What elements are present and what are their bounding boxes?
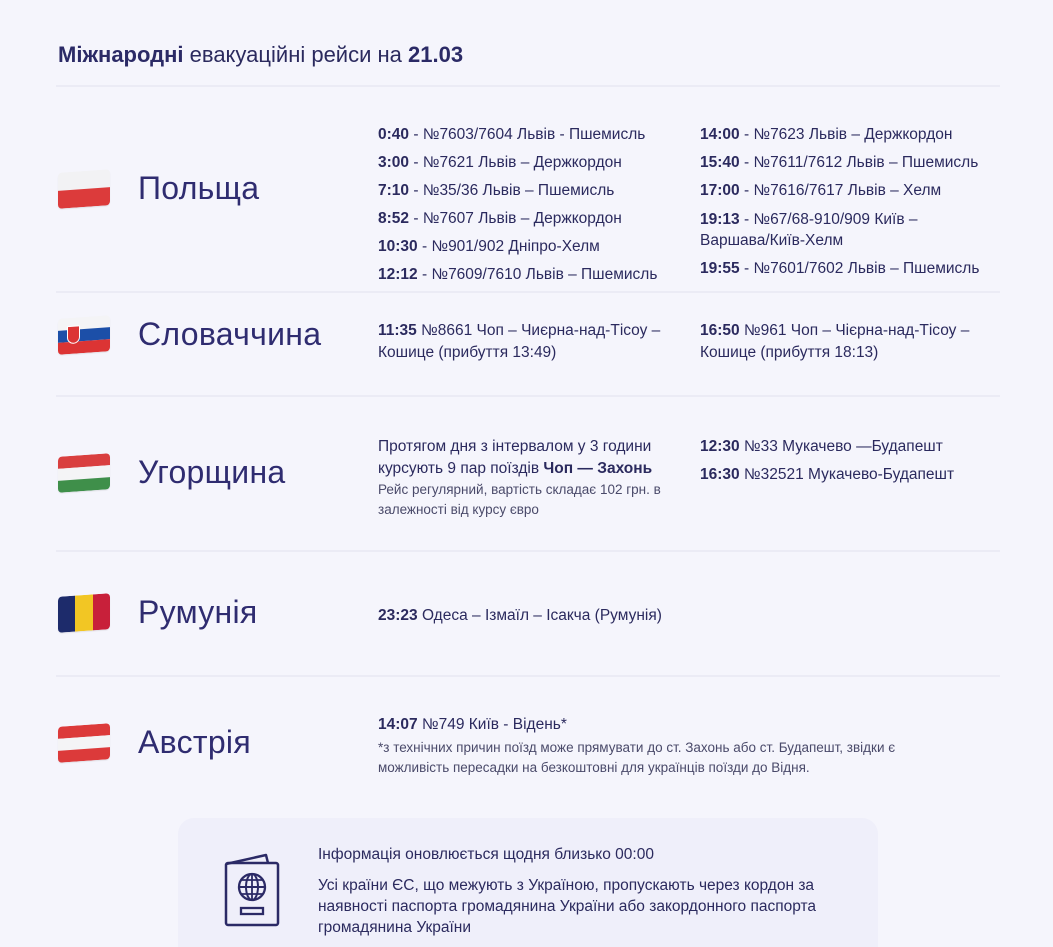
country-label bbox=[58, 316, 321, 353]
romania-flag-icon bbox=[58, 593, 110, 633]
country-row-slovakia bbox=[0, 292, 1053, 396]
country-label bbox=[58, 170, 259, 207]
info-box bbox=[178, 818, 878, 947]
country-name: Словаччина bbox=[138, 316, 322, 352]
trip-item: 7:10 - №35/36 Львів – Пшемисль bbox=[378, 182, 615, 199]
trip-item: 16:30 №32521 Мукачево-Будапешт bbox=[700, 466, 955, 483]
trip-item: 23:23 Одеса – Ізмаїл – Ісакча (Румунія) bbox=[378, 607, 662, 624]
route-note: Рейс регулярний, вартість складає 102 грн. в залежності від курсу євро bbox=[378, 482, 661, 517]
country-name: Польща bbox=[138, 170, 260, 206]
country-row-romania bbox=[0, 551, 1053, 676]
trip-item: 15:40 - №7611/7612 Львів – Пшемисль bbox=[700, 154, 979, 171]
schedule-left bbox=[378, 121, 678, 289]
passport-icon bbox=[222, 852, 282, 928]
trip-item: 3:00 - №7621 Львів – Держкордон bbox=[378, 154, 622, 171]
country-label bbox=[58, 594, 258, 631]
trip-item: 19:13 - №67/68-910/909 Київ – Варшава/Київ-Хелм bbox=[700, 211, 918, 249]
country-name: Румунія bbox=[138, 594, 258, 630]
poland-flag-icon bbox=[58, 169, 110, 209]
schedule-right bbox=[700, 433, 1000, 489]
country-label bbox=[58, 454, 286, 491]
slovakia-flag-icon bbox=[58, 315, 110, 355]
trip-item: 14:00 - №7623 Львів – Держкордон bbox=[700, 126, 953, 143]
route-footnote: *з технічних причин поїзд може прямувати до ст. Захонь або ст. Будапешт, звідки є можливість пересадки на безкоштовні для українців поїзди до Відня. bbox=[378, 740, 896, 775]
schedule-right bbox=[700, 320, 1000, 364]
trip-item: 16:50 №961 Чоп – Чієрна-над-Тісоу – Кошице (прибуття 18:13) bbox=[700, 322, 970, 361]
country-name: Австрія bbox=[138, 724, 251, 760]
title-middle: евакуаційні рейси на bbox=[189, 42, 402, 67]
hungary-flag-icon bbox=[58, 453, 110, 493]
trip-item: 0:40 - №7603/7604 Львів - Пшемисль bbox=[378, 126, 646, 143]
schedule-left bbox=[378, 602, 778, 630]
regular-route-description: Протягом дня з інтервалом у 3 години курсують 9 пар поїздів Чоп — Захонь bbox=[378, 438, 653, 477]
schedule-right bbox=[700, 121, 1000, 283]
title-date: 21.03 bbox=[408, 42, 464, 67]
schedule-left bbox=[378, 320, 678, 364]
border-crossing-notice: Усі країни ЄС, що межують з Україною, пропускають через кордон за наявності паспорта громадянина України або закордонного паспорта громадянина України bbox=[318, 877, 817, 936]
trip-item: 11:35 №8661 Чоп – Чиєрна-над-Тісоу – Кошице (прибуття 13:49) bbox=[378, 322, 661, 361]
page-title bbox=[58, 40, 463, 70]
schedule-left bbox=[378, 712, 978, 778]
trip-item: 8:52 - №7607 Львів – Держкордон bbox=[378, 210, 622, 227]
trip-item: 10:30 - №901/902 Дніпро-Хелм bbox=[378, 238, 600, 255]
trip-item: 19:55 - №7601/7602 Львів – Пшемисль bbox=[700, 260, 980, 277]
title-bold: Міжнародні bbox=[58, 42, 184, 67]
country-label bbox=[58, 724, 251, 761]
country-row-austria bbox=[0, 676, 1053, 806]
country-row-hungary bbox=[0, 396, 1053, 551]
schedule-left bbox=[378, 436, 683, 520]
update-notice: Інформація оновлюється щодня близько 00:00 bbox=[318, 846, 654, 863]
austria-flag-icon bbox=[58, 723, 110, 763]
trip-item: 12:30 №33 Мукачево —Будапешт bbox=[700, 438, 943, 455]
info-text bbox=[318, 844, 848, 938]
country-row-poland bbox=[0, 86, 1053, 292]
trip-item: 12:12 - №7609/7610 Львів – Пшемисль bbox=[378, 266, 658, 283]
trip-item: 14:07 №749 Київ - Відень* bbox=[378, 716, 567, 733]
country-name: Угорщина bbox=[138, 454, 286, 490]
trip-item: 17:00 - №7616/7617 Львів – Хелм bbox=[700, 182, 942, 199]
